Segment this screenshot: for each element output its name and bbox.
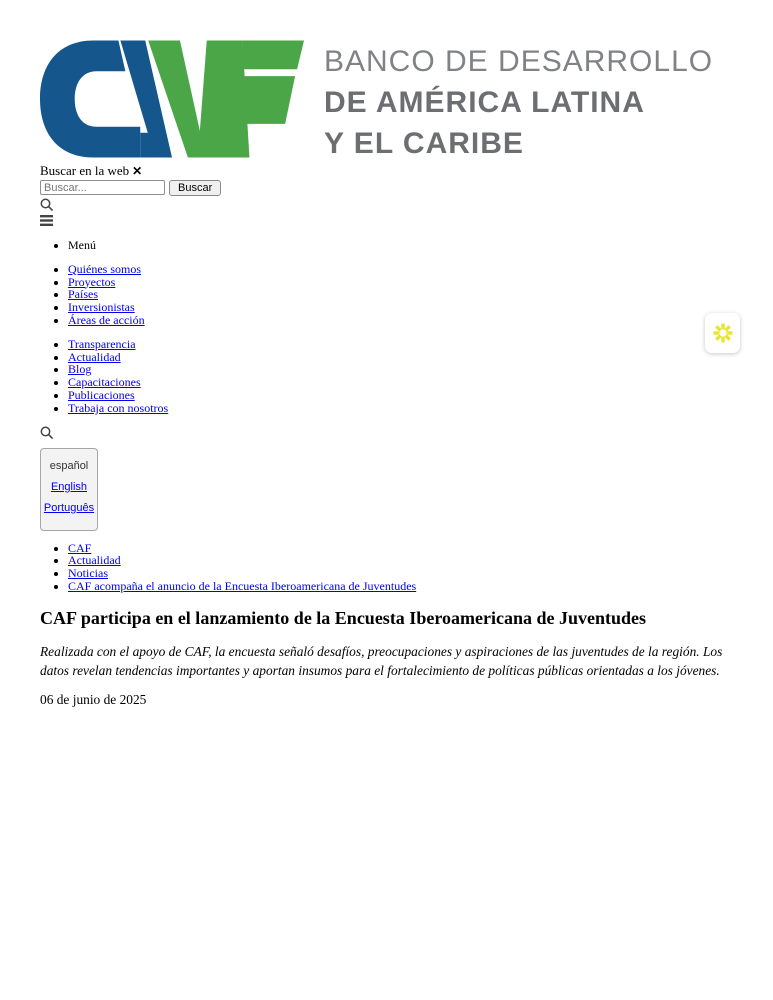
menu-toggle-item <box>68 239 735 252</box>
nav-link-transparencia[interactable]: Transparencia <box>68 336 136 351</box>
caf-logo-icon[interactable] <box>40 40 306 158</box>
nav-item <box>68 263 735 276</box>
caf-logo-f-midbar <box>244 76 295 124</box>
nav-item <box>68 363 735 376</box>
site-header <box>40 40 735 164</box>
breadcrumb-link-noticias[interactable]: Noticias <box>68 566 108 581</box>
breadcrumb-item <box>68 542 735 555</box>
wordmark-line-1: BANCO DE DESARROLLO <box>324 45 714 78</box>
language-option-english[interactable]: English <box>50 480 88 493</box>
breadcrumb-item <box>68 554 735 567</box>
nav-item <box>68 402 735 415</box>
menu-toggle[interactable]: Menú <box>68 238 96 252</box>
language-current: español <box>49 459 89 472</box>
article-lede: Realizada con el apoyo de CAF, la encuesta señaló desafíos, preocupaciones y aspiraciones de las juventudes de la región. Los datos revelan tendencias importantes y aportan insumos para el fortalecimiento de políticas públicas orientadas a los jóvenes. <box>40 643 723 678</box>
menu-toggle-list <box>40 239 735 252</box>
breadcrumb-link-actualidad[interactable]: Actualidad <box>68 553 121 568</box>
menu-icon-row <box>40 214 735 228</box>
close-icon[interactable]: ✕ <box>132 164 143 178</box>
nav-link-quienes-somos[interactable]: Quiénes somos <box>68 261 141 276</box>
search-form <box>40 180 735 196</box>
nav-link-areas-de-accion[interactable]: Áreas de acción <box>68 312 145 327</box>
search-web-label-text: Buscar en la web <box>40 163 130 178</box>
wordmark-line-3: Y EL CARIBE <box>324 127 524 160</box>
nav-item <box>68 314 735 327</box>
breadcrumb-item <box>68 580 735 593</box>
wordmark-line-2: DE AMÉRICA LATINA <box>324 86 645 119</box>
logo-wordmark <box>324 40 713 164</box>
search-button[interactable]: Buscar <box>169 180 221 196</box>
hamburger-menu-icon[interactable] <box>40 214 54 227</box>
nav-link-proyectos[interactable]: Proyectos <box>68 274 116 289</box>
breadcrumb <box>40 542 735 593</box>
nav-item <box>68 288 735 301</box>
language-selector <box>40 448 98 531</box>
search-icon-secondary[interactable] <box>40 426 54 440</box>
breadcrumb-link-caf[interactable]: CAF <box>68 540 92 555</box>
breadcrumb-link-current-article[interactable]: CAF acompaña el anuncio de la Encuesta Iberoamericana de Juventudes <box>68 578 417 593</box>
caf-logo-f-stem <box>198 40 250 157</box>
accessibility-widget-button[interactable] <box>705 313 740 353</box>
secondary-nav <box>40 338 735 415</box>
nav-link-inversionistas[interactable]: Inversionistas <box>68 300 135 315</box>
search-web-label <box>40 164 735 178</box>
nav-item <box>68 376 735 389</box>
accessibility-asterisk-icon <box>711 321 735 345</box>
nav-item <box>68 301 735 314</box>
nav-link-paises[interactable]: Países <box>68 287 98 302</box>
nav-link-trabaja-con-nosotros[interactable]: Trabaja con nosotros <box>68 400 169 415</box>
article-title: CAF participa en el lanzamiento de la Encuesta Iberoamericana de Juventudes <box>40 607 646 628</box>
nav-link-blog[interactable]: Blog <box>68 362 92 377</box>
search-input[interactable] <box>40 180 165 195</box>
nav-link-publicaciones[interactable]: Publicaciones <box>68 387 135 402</box>
nav-item <box>68 351 735 364</box>
search-icon-row <box>40 198 735 212</box>
caf-logo-c <box>40 40 140 157</box>
primary-nav <box>40 263 735 327</box>
nav-item <box>68 338 735 351</box>
nav-item <box>68 276 735 289</box>
search-icon-row-secondary <box>40 426 735 440</box>
caf-logo-f-topbar <box>242 40 304 69</box>
search-icon[interactable] <box>40 198 54 212</box>
nav-link-capacitaciones[interactable]: Capacitaciones <box>68 375 141 390</box>
language-option-portugues[interactable]: Português <box>43 501 95 514</box>
nav-link-actualidad[interactable]: Actualidad <box>68 349 121 364</box>
article-date: 06 de junio de 2025 <box>40 691 147 707</box>
